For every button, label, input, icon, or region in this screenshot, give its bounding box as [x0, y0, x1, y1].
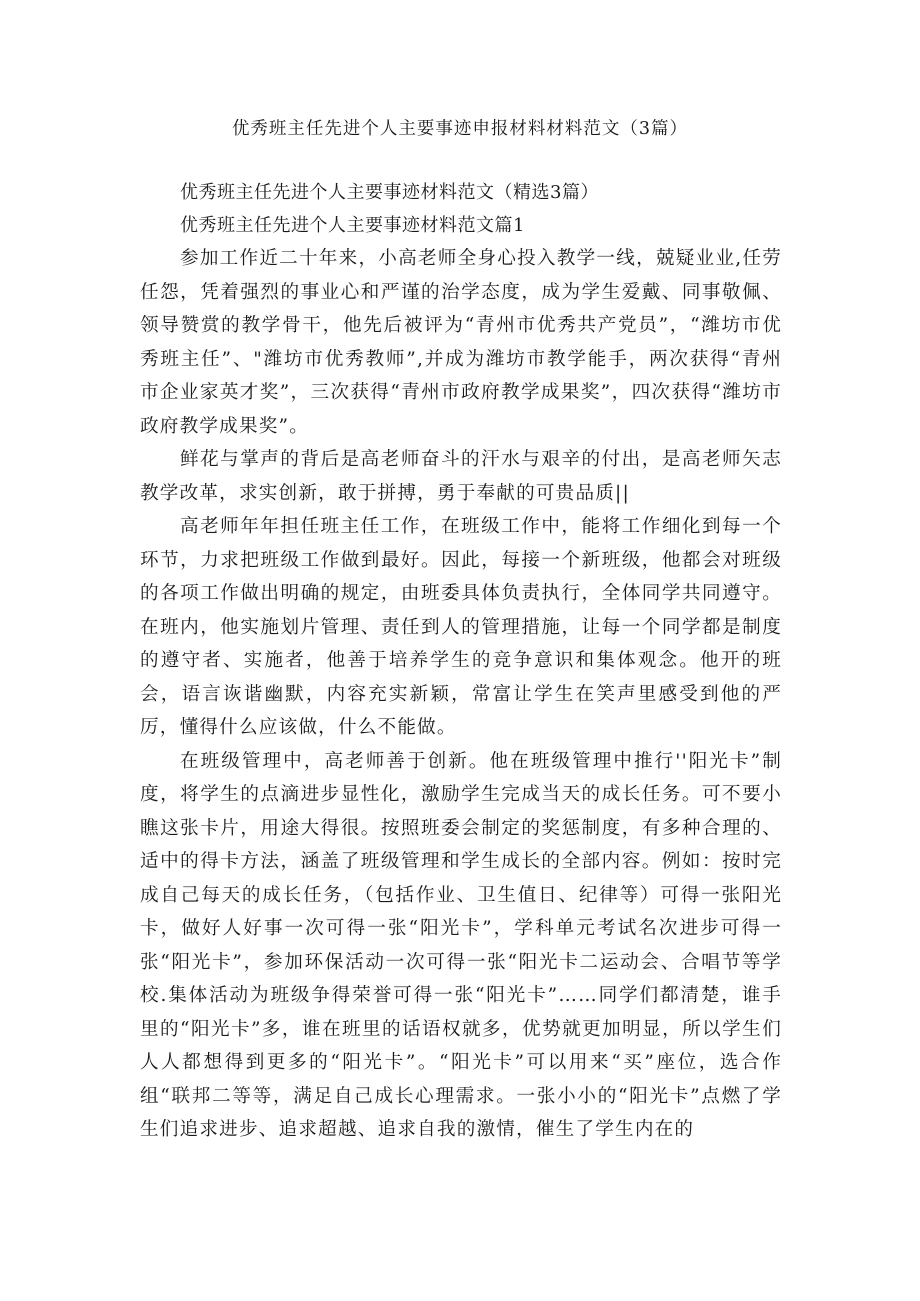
- paragraph-3: 高老师年年担任班主任工作，在班级工作中，能将工作细化到每一个环节，力求把班级工作做到最好。因此，每接一个新班级，他都会对班级的各项工作做出明确的规定，由班委具体负责执行，全体同学共同遵守。在班内，他实施划片管理、责任到人的管理措施，让每一个同学都是制度的遵守者、实施者，他善于培养学生的竞争意识和集体观念。他开的班会，语言诙谐幽默，内容充实新颖，常富让学生在笑声里感受到他的严厉，懂得什么应该做，什么不能做。: [140, 516, 782, 738]
- paragraph-1: 参加工作近二十年来，小高老师全身心投入教学一线，兢疑业业,任劳任怨，凭着强烈的事业心和严谨的治学态度，成为学生爱戴、同事敬佩、领导赞赏的教学骨干，他先后被评为“青州市优秀共产党员”，“潍坊市优秀班主任”、"潍坊市优秀教师”,并成为潍坊市教学能手，两次获得“青州市企业家英才奖”，三次获得“青州市政府教学成果奖”，四次获得“潍坊市政府教学成果奖”。: [140, 248, 782, 437]
- subtitle-primary: 优秀班主任先进个人主要事迹材料范文（精选3篇）: [180, 182, 599, 203]
- document-body: [140, 176, 782, 1147]
- document-title: 优秀班主任先进个人主要事迹申报材料材料范文（3篇）: [231, 119, 689, 139]
- subtitle-secondary: 优秀班主任先进个人主要事迹材料范文篇1: [180, 215, 525, 236]
- paragraph-4: 在班级管理中，高老师善于创新。他在班级管理中推行''阳光卡”制度，将学生的点滴进步显性化，激励学生完成当天的成长任务。可不要小瞧这张卡片，用途大得很。按照班委会制定的奖惩制度，有多种合理的、适中的得卡方法，涵盖了班级管理和学生成长的全部内容。例如：按时完成自己每天的成长任务，（包括作业、卫生值日、纪律等）可得一张阳光卡，做好人好事一次可得一张“阳光卡”，学科单元考试名次进步可得一张“阳光卡”，参加环保活动一次可得一张“阳光卡二运动会、合唱节等学校.集体活动为班级争得荣誉可得一张“阳光卡”……同学们都清楚，谁手里的“阳光卡”多，谁在班里的话语权就多，优势就更加明显，所以学生们人人都想得到更多的“阳光卡”。“阳光卡”可以用来“买”座位，选合作组“联邦二等等，满足自己成长心理需求。一张小小的“阳光卡”点燃了学生们追求进步、追求超越、追求自我的激情，催生了学生内在的: [140, 750, 782, 1140]
- paragraph-2: 鲜花与掌声的背后是高老师奋斗的汗水与艰辛的付出，是高老师矢志教学改革，求实创新，敢于拼搏，勇于奉献的可贵品质||: [140, 449, 782, 504]
